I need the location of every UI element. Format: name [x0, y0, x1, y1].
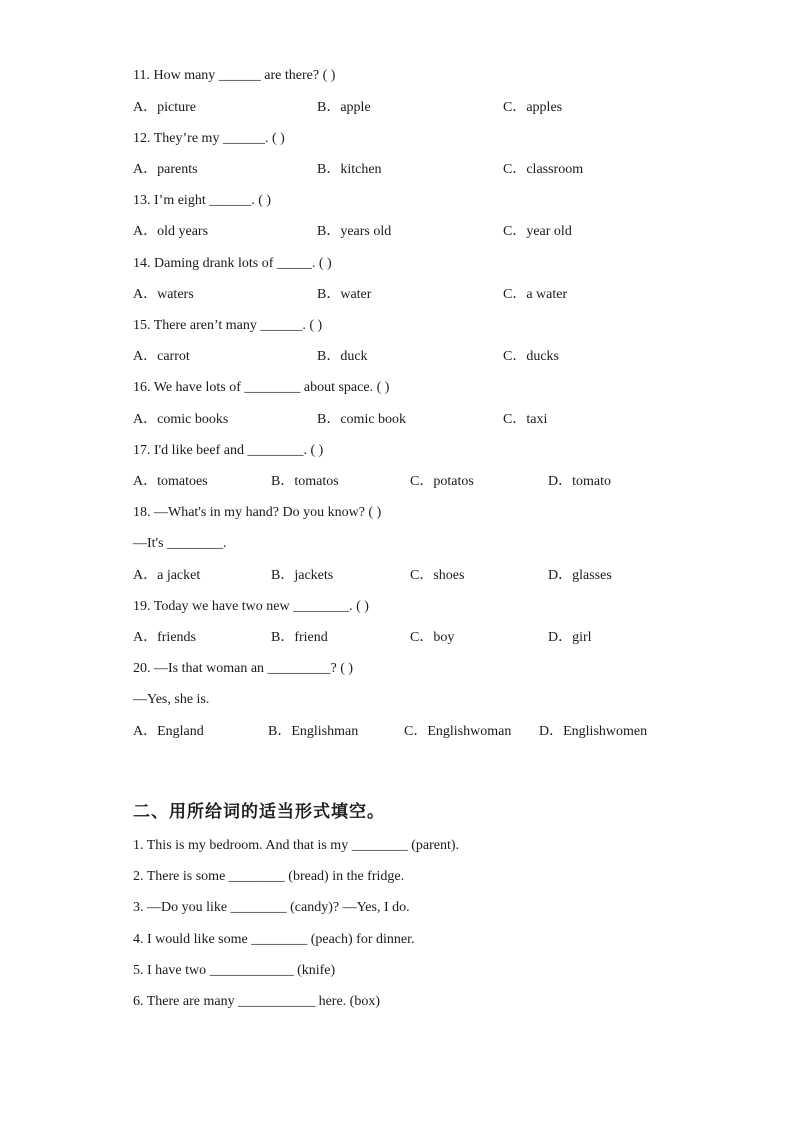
- option-c: C．taxi: [503, 412, 548, 427]
- fill-blank-item: 5. I have two ____________ (knife): [133, 963, 336, 978]
- option-c: C．potatos: [410, 474, 474, 489]
- option-b: B．kitchen: [317, 162, 382, 177]
- fill-blank-item: 6. There are many ___________ here. (box): [133, 994, 380, 1009]
- question-stem: 13. I’m eight ______. ( ): [133, 193, 272, 208]
- option-c: C．boy: [410, 630, 455, 645]
- question-stem: 17. I'd like beef and ________. ( ): [133, 443, 324, 458]
- question-stem: 16. We have lots of ________ about space. ( ): [133, 380, 390, 395]
- option-a: A．comic books: [133, 412, 229, 427]
- option-c: C．year old: [503, 224, 572, 239]
- question-dialogue-line: —Yes, she is.: [133, 692, 210, 707]
- question-dialogue-line: —It's ________.: [133, 536, 227, 551]
- option-b: B．water: [317, 287, 372, 302]
- option-b: B．apple: [317, 100, 371, 115]
- option-a: A．carrot: [133, 349, 190, 364]
- option-a: A．waters: [133, 287, 194, 302]
- question-stem: 15. There aren’t many ______. ( ): [133, 318, 323, 333]
- option-d: D．glasses: [548, 568, 612, 583]
- option-b: B．Englishman: [268, 724, 359, 739]
- fill-blank-item: 4. I would like some ________ (peach) for dinner.: [133, 932, 415, 947]
- option-c: C．ducks: [503, 349, 559, 364]
- option-d: D．girl: [548, 630, 592, 645]
- option-c: C．a water: [503, 287, 568, 302]
- question-stem: 19. Today we have two new ________. ( ): [133, 599, 369, 614]
- option-b: B．comic book: [317, 412, 407, 427]
- option-c: C．Englishwoman: [404, 724, 512, 739]
- option-d: D．tomato: [548, 474, 611, 489]
- question-stem: 18. —What's in my hand? Do you know? ( ): [133, 505, 382, 520]
- option-b: B．tomatos: [271, 474, 339, 489]
- question-stem: 14. Daming drank lots of _____. ( ): [133, 256, 332, 271]
- option-c: C．shoes: [410, 568, 465, 583]
- option-a: A．England: [133, 724, 204, 739]
- option-b: B．friend: [271, 630, 328, 645]
- option-d: D．Englishwomen: [539, 724, 648, 739]
- option-b: B．years old: [317, 224, 392, 239]
- option-b: B．jackets: [271, 568, 334, 583]
- option-a: A．a jacket: [133, 568, 201, 583]
- section-heading: 二、用所给词的适当形式填空。: [133, 802, 385, 822]
- option-a: A．old years: [133, 224, 209, 239]
- option-a: A．picture: [133, 100, 196, 115]
- option-a: A．friends: [133, 630, 196, 645]
- option-a: A．tomatoes: [133, 474, 208, 489]
- question-stem: 12. They’re my ______. ( ): [133, 131, 285, 146]
- fill-blank-item: 1. This is my bedroom. And that is my ________ (parent).: [133, 838, 459, 853]
- question-stem: 20. —Is that woman an _________? ( ): [133, 661, 354, 676]
- option-c: C．classroom: [503, 162, 584, 177]
- option-b: B．duck: [317, 349, 368, 364]
- question-stem: 11. How many ______ are there? ( ): [133, 68, 336, 83]
- option-c: C．apples: [503, 100, 563, 115]
- fill-blank-item: 2. There is some ________ (bread) in the fridge.: [133, 869, 405, 884]
- fill-blank-item: 3. —Do you like ________ (candy)? —Yes, I do.: [133, 900, 410, 915]
- option-a: A．parents: [133, 162, 198, 177]
